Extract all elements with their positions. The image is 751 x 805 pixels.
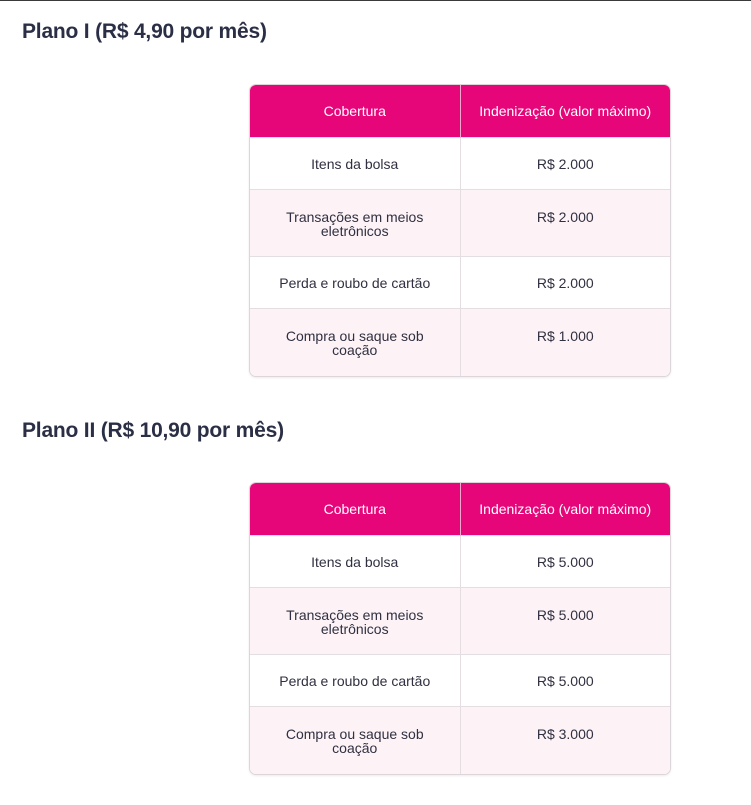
table-row — [250, 190, 670, 257]
indemnity-cell: R$ 2.000 — [460, 138, 670, 190]
column-header-indemnity: Indenização (valor máximo) — [460, 85, 670, 138]
table-row — [250, 655, 670, 707]
coverage-table-grid — [250, 483, 670, 774]
indemnity-cell: R$ 2.000 — [460, 190, 670, 257]
coverage-table — [249, 84, 671, 377]
column-header-coverage: Cobertura — [250, 483, 460, 536]
indemnity-cell: R$ 5.000 — [460, 536, 670, 588]
indemnity-cell: R$ 2.000 — [460, 257, 670, 309]
indemnity-cell: R$ 3.000 — [460, 707, 670, 774]
coverage-cell: Itens da bolsa — [250, 536, 460, 588]
plan-title: Plano I (R$ 4,90 por mês) — [22, 20, 267, 43]
table-row — [250, 707, 670, 774]
column-header-coverage: Cobertura — [250, 85, 460, 138]
coverage-table-grid — [250, 85, 670, 376]
coverage-cell: Compra ou saque sob coação — [250, 707, 460, 774]
top-divider — [0, 0, 751, 1]
table-row — [250, 588, 670, 655]
coverage-cell: Transações em meios eletrônicos — [250, 588, 460, 655]
indemnity-cell: R$ 5.000 — [460, 588, 670, 655]
coverage-cell: Perda e roubo de cartão — [250, 257, 460, 309]
table-header-row — [250, 85, 670, 138]
coverage-cell: Compra ou saque sob coação — [250, 309, 460, 376]
indemnity-cell: R$ 5.000 — [460, 655, 670, 707]
table-row — [250, 138, 670, 190]
coverage-cell: Itens da bolsa — [250, 138, 460, 190]
coverage-cell: Perda e roubo de cartão — [250, 655, 460, 707]
coverage-cell: Transações em meios eletrônicos — [250, 190, 460, 257]
table-row — [250, 309, 670, 376]
table-row — [250, 536, 670, 588]
plan-title: Plano II (R$ 10,90 por mês) — [22, 419, 284, 442]
coverage-table — [249, 482, 671, 775]
table-header-row — [250, 483, 670, 536]
indemnity-cell: R$ 1.000 — [460, 309, 670, 376]
table-row — [250, 257, 670, 309]
column-header-indemnity: Indenização (valor máximo) — [460, 483, 670, 536]
